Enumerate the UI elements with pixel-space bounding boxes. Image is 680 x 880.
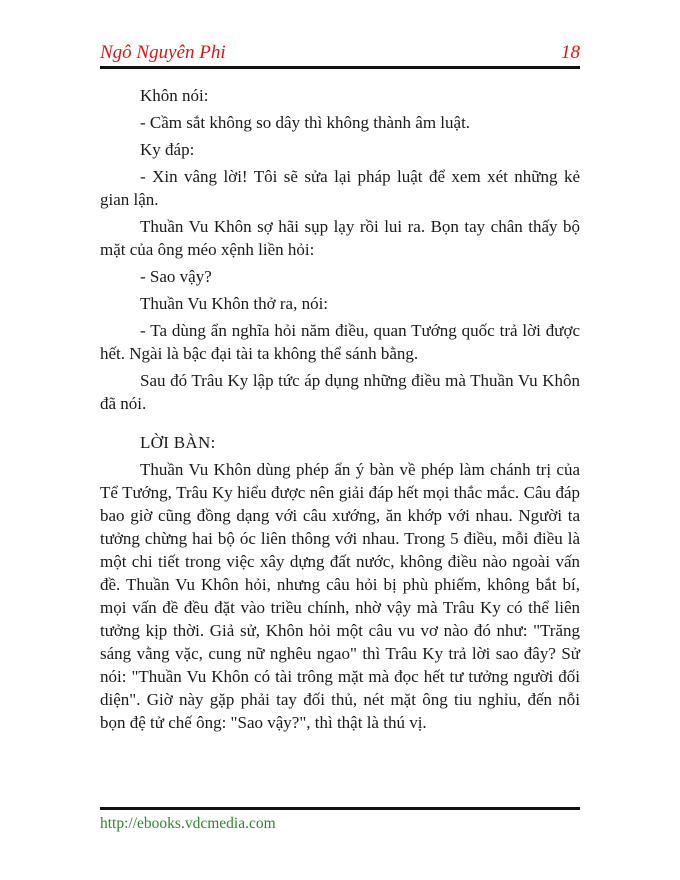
paragraph: Thuần Vu Khôn thở ra, nói: bbox=[140, 294, 329, 313]
header-rule bbox=[100, 66, 580, 69]
paragraph: Khôn nói: bbox=[140, 86, 209, 105]
paragraph: - Sao vậy? bbox=[140, 267, 212, 286]
page-footer bbox=[100, 815, 580, 833]
header-page-number: 18 bbox=[561, 42, 580, 63]
footer-ebook-url-link[interactable]: http://ebooks.vdcmedia.com bbox=[100, 815, 276, 832]
paragraph: - Xin vâng lời! Tôi sẽ sửa lại pháp luật để xem xét những kẻ gian lận. bbox=[100, 167, 580, 209]
header-author: Ngô Nguyên Phi bbox=[100, 42, 226, 63]
running-header bbox=[100, 42, 580, 64]
footer-rule bbox=[100, 807, 580, 810]
paragraph: Thuần Vu Khôn sợ hãi sụp lạy rồi lui ra. Bọn tay chân thấy bộ mặt của ông méo xệnh liền hỏi: bbox=[100, 217, 580, 259]
paragraph: - Cầm sắt không so dây thì không thành âm luật. bbox=[140, 113, 471, 132]
paragraph: Sau đó Trâu Ky lập tức áp dụng những điều mà Thuần Vu Khôn đã nói. bbox=[100, 371, 580, 413]
commentary-paragraph: Thuần Vu Khôn dùng phép ẩn ý bàn về phép làm chánh trị của Tể Tướng, Trâu Ky hiểu được nên giải đáp hết mọi thắc mắc. Câu đáp bao giờ cũng đồng dạng với câu xướng, ăn khớp với nhau. Người ta tưởng chừng hai bộ óc liên thông với nhau. Trong 5 điều, mỗi điều là một chi tiết trong việc xây dựng đất nước, không điều nào ngoài vấn đề. Thuần Vu Khôn hỏi, nhưng câu hỏi bị phù phiếm, không bắt bí, mọi vấn đề đều đặt vào triều chính, nhờ vậy mà Trâu Ky có thể liên tưởng kịp thời. Giả sử, Khôn hỏi một câu vu vơ nào đó như: "Trăng sáng vằng vặc, cung nữ nghêu ngao" thì Trâu Ky trả lời sao đây? Sử nói: "Thuần Vu Khôn có tài trông mặt mà đọc hết tư tưởng người đối diện". Giờ này gặp phải tay đối thủ, nét mặt ông tiu nghỉu, đến nỗi bọn đệ tử chế ông: "Sao vậy?", thì thật là thú vị. bbox=[100, 460, 580, 732]
paragraph: Ky đáp: bbox=[140, 140, 195, 159]
page-body bbox=[100, 84, 580, 738]
section-heading-loi-ban: LỜI BÀN: bbox=[140, 433, 216, 452]
paragraph: - Ta dùng ẩn nghĩa hỏi năm điều, quan Tướng quốc trả lời được hết. Ngài là bậc đại tài ta không thể sánh bằng. bbox=[100, 321, 580, 363]
